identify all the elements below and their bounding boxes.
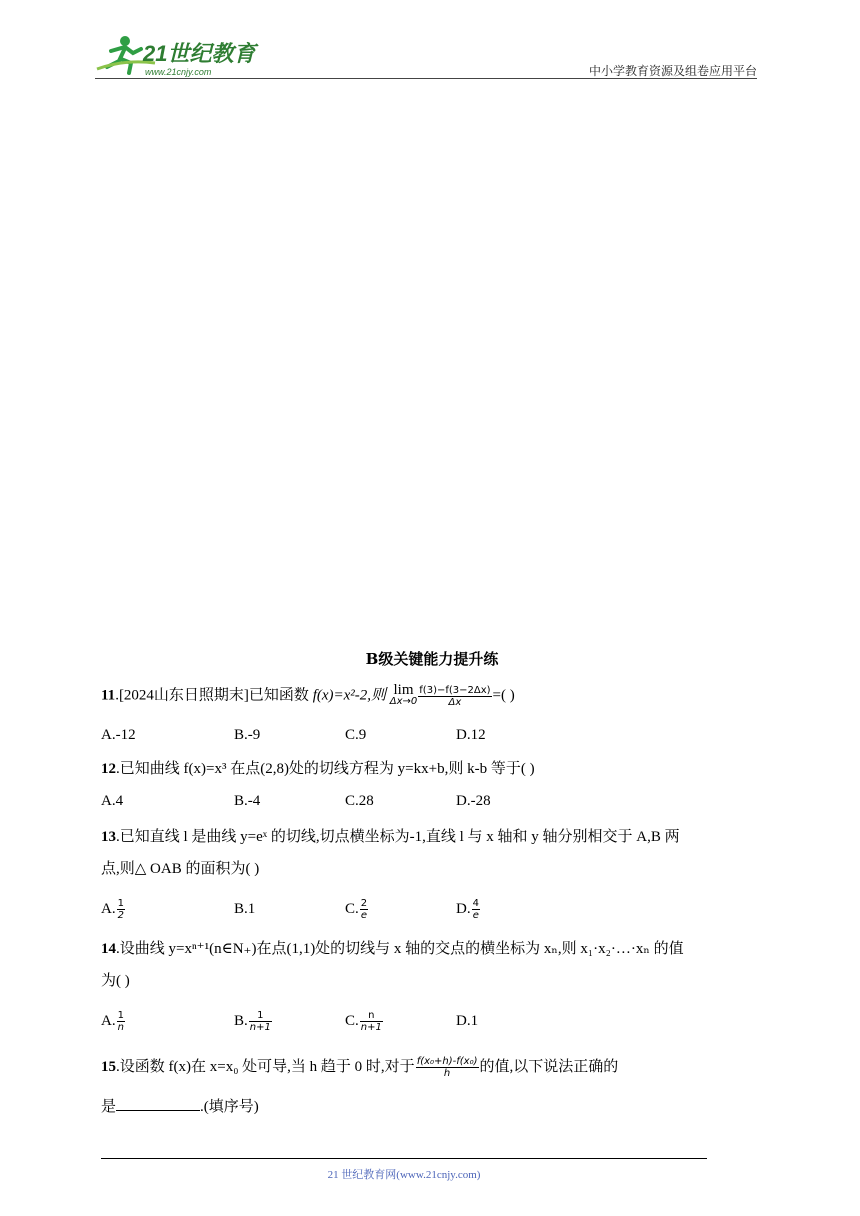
option-d: D.12	[456, 727, 486, 743]
difference-quotient: $\frac{\text{f(x₀+h)-f(x₀)}}{h}$	[416, 1056, 478, 1080]
limit-operator: lim Δx→0	[389, 682, 418, 707]
option-a: A. $\frac{1}{n}$	[101, 1010, 124, 1034]
question-15	[101, 1056, 618, 1079]
platform-caption: 中小学教育资源及组卷应用平台	[588, 64, 757, 78]
question-15-cont: 是 .(填序号)	[101, 1096, 259, 1118]
page-header	[95, 33, 757, 79]
footer-text: 21 世纪教育网(www.21cnjy.com)	[327, 1169, 481, 1181]
logo-url: www.21cnjy.com	[145, 67, 212, 77]
limit-fraction: $\frac{f(3)-f(3-2\Delta x)}{\Delta x}$	[419, 684, 491, 708]
site-logo	[95, 33, 260, 79]
question-text: .设曲线 y=xⁿ⁺¹(n∈N₊)在点(1,1)处的切线与 x 轴的交点的横坐标为 xₙ,则 x₁·x₂·…·xₙ 的值	[116, 941, 684, 957]
option-c: C.9	[345, 727, 367, 743]
option-a: A. $\frac{1}{2}$	[101, 898, 124, 922]
question-text: .已知曲线 f(x)=x³ 在点(2,8)处的切线方程为 y=kx+b,则 k-b 等于( )	[116, 761, 535, 777]
question-13	[101, 826, 680, 848]
question-number: 11	[101, 687, 116, 704]
question-text: .已知直线 l 是曲线 y=eˣ 的切线,切点横坐标为-1,直线 l 与 x 轴和 y 轴分别相交于 A,B 两	[116, 829, 680, 845]
option-b: B.-9	[234, 727, 261, 743]
option-b: B.1	[234, 901, 256, 917]
option-a: A.4	[101, 793, 124, 809]
option-d: D.-28	[456, 793, 491, 809]
question-text: .[2024山东日照期末]已知函数	[115, 687, 309, 704]
question-bracket: =( )	[492, 687, 515, 704]
option-b: B.-4	[234, 793, 261, 809]
option-c: C.28	[345, 793, 374, 809]
option-d: D.1	[456, 1013, 479, 1029]
logo-text: 21世纪教育	[143, 41, 256, 66]
question-13-cont: 点,则△ OAB 的面积为( )	[101, 861, 260, 877]
question-11	[101, 684, 515, 708]
question-text-end: 的值,以下说法正确的	[479, 1059, 619, 1075]
option-c: C. $\frac{n}{n+1}$	[345, 1010, 382, 1034]
option-c: C. $\frac{2}{e}$	[345, 898, 368, 922]
option-b: B. $\frac{1}{n+1}$	[234, 1010, 271, 1034]
question-14	[101, 938, 684, 960]
question-text: .设函数 f(x)在 x=x₀ 处可导,当 h 趋于 0 时,对于	[116, 1059, 415, 1075]
question-number: 15	[101, 1059, 116, 1075]
question-number: 12	[101, 761, 116, 777]
question-14-cont: 为( )	[101, 973, 130, 989]
question-number: 14	[101, 941, 116, 957]
option-a: A.-12	[101, 727, 136, 743]
question-function: f(x)=x²-2,则	[312, 687, 387, 704]
question-number: 13	[101, 829, 116, 845]
section-title: B级关键能力提升练	[365, 650, 499, 668]
answer-blank[interactable]	[116, 1096, 200, 1111]
header-divider	[95, 78, 757, 79]
footer-divider	[101, 1158, 707, 1159]
option-d: D. $\frac{4}{e}$	[456, 898, 479, 922]
question-12	[101, 758, 535, 780]
